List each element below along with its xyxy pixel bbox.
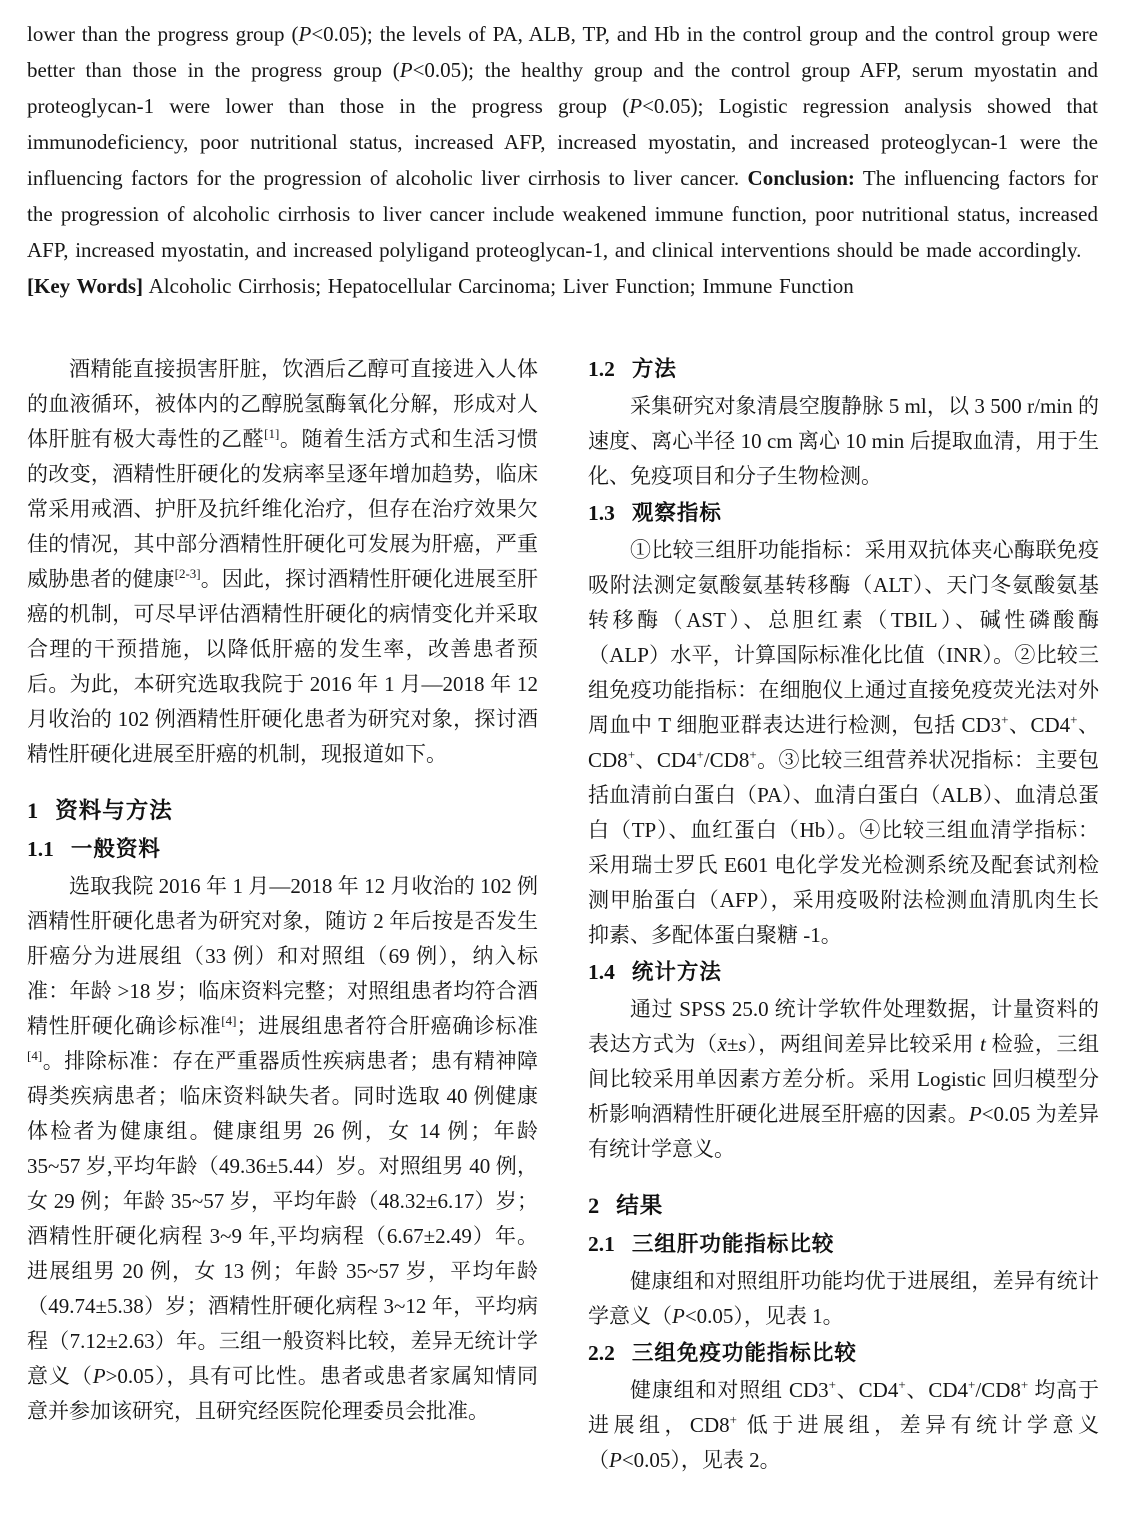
section-2-1-paragraph: 健康组和对照组肝功能均优于进展组，差异有统计学意义（P<0.05），见表 1。 — [588, 1269, 1099, 1328]
section-2-1-title: 三组肝功能指标比较 — [631, 1232, 835, 1256]
section-1-title: 资料与方法 — [55, 798, 173, 823]
section-2-2-heading — [588, 1336, 1099, 1371]
section-1-3-heading — [588, 496, 1099, 531]
column-right — [588, 352, 1099, 1478]
section-2-1-heading — [588, 1227, 1099, 1262]
section-1-4-title: 统计方法 — [631, 960, 722, 984]
section-1-2-heading — [588, 352, 1099, 387]
section-1-1-number: 1.1 — [27, 837, 54, 861]
section-1-4-heading — [588, 955, 1099, 990]
abstract-paragraph: lower than the progress group (P<0.05); the levels of PA, ALB, TP, and Hb in the control group and the control group were better than those in the progress group (P<0.05); the healthy group and the control group AFP, serum myostatin and proteoglycan-1 were lower than those in the progress group (P<0.05); Logistic regression analysis showed that immunodeficiency, poor nutritional status, increased AFP, increased myostatin, and increased proteoglycan-1 were the influencing factors for the progression of alcoholic liver cirrhosis to liver cancer. Conclusion: The influencing factors for the progression of alcoholic cirrhosis to liver cancer include weakened immune function, poor nutritional status, increased AFP, increased myostatin, and increased polyligand proteoglycan-1, and clinical interventions should be made accordingly. — [27, 22, 1099, 262]
section-1-4-number: 1.4 — [588, 960, 615, 984]
section-1-2-title: 方法 — [631, 357, 677, 381]
section-1-2-number: 1.2 — [588, 357, 615, 381]
section-1-3-paragraph: ①比较三组肝功能指标：采用双抗体夹心酶联免疫吸附法测定氨酸氨基转移酶（ALT）、天门冬氨酸氨基转移酶（AST）、总胆红素（TBIL）、碱性磷酸酶（ALP）水平，计算国际标准化比值（INR）。②比较三组免疫功能指标：在细胞仪上通过直接免疫荧光法对外周血中 T 细胞亚群表达进行检测，包括 CD3+、CD4+、CD8+、CD4+/CD8+。③比较三组营养状况指标：主要包括血清前白蛋白（PA）、血清白蛋白（ALB）、血清总蛋白（TP）、血红蛋白（Hb）。④比较三组血清学指标：采用瑞士罗氏 E601 电化学发光检测系统及配套试剂检测甲胎蛋白（AFP），采用疫吸附法检测血清肌肉生长抑素、多配体蛋白聚糖 -1。 — [588, 538, 1099, 947]
keywords-text: Alcoholic Cirrhosis; Hepatocellular Carcinoma; Liver Function; Immune Function — [143, 274, 854, 298]
section-1-number: 1 — [27, 798, 39, 823]
abstract-continuation — [27, 16, 1098, 304]
section-2-2-title: 三组免疫功能指标比较 — [631, 1341, 857, 1365]
section-2-2-paragraph: 健康组和对照组 CD3+、CD4+、CD4+/CD8+ 均高于进展组，CD8+ 低于进展组，差异有统计学意义（P<0.05），见表 2。 — [588, 1377, 1099, 1472]
column-left — [27, 352, 538, 1478]
intro-paragraph: 酒精能直接损害肝脏，饮酒后乙醇可直接进入人体的血液循环，被体内的乙醇脱氢酶氧化分解，形成对人体肝脏有极大毒性的乙醛[1]。随着生活方式和生活习惯的改变，酒精性肝硬化的发病率呈逐年增加趋势，临床常采用戒酒、护肝及抗纤维化治疗，但存在治疗效果欠佳的情况，其中部分酒精性肝硬化可发展为肝癌，严重威胁患者的健康[2-3]。因此，探讨酒精性肝硬化进展至肝癌的机制，可尽早评估酒精性肝硬化的病情变化并采取合理的干预措施，以降低肝癌的发生率，改善患者预后。为此，本研究选取我院于 2016 年 1 月—2018 年 12 月收治的 102 例酒精性肝硬化患者为研究对象，探讨酒精性肝硬化进展至肝癌的机制，现报道如下。 — [27, 357, 539, 766]
two-column-body — [27, 352, 1098, 1478]
section-1-1-paragraph: 选取我院 2016 年 1 月—2018 年 12 月收治的 102 例酒精性肝硬化患者为研究对象，随访 2 年后按是否发生肝癌分为进展组（33 例）和对照组（69 例），纳入标准：年龄 >18 岁；临床资料完整；对照组患者均符合酒精性肝硬化确诊标准[4]；进展组患者符合肝癌确诊标准[4]。排除标准：存在严重器质性疾病患者；患有精神障碍类疾病患者；临床资料缺失者。同时选取 40 例健康体检者为健康组。健康组男 26 例，女 14 例；年龄 35~57 岁,平均年龄（49.36±5.44）岁。对照组男 40 例，女 29 例；年龄 35~57 岁，平均年龄（48.32±6.17）岁；酒精性肝硬化病程 3~9 年,平均病程（6.67±2.49）年。进展组男 20 例，女 13 例；年龄 35~57 岁，平均年龄（49.74±5.38）岁；酒精性肝硬化病程 3~12 年，平均病程（7.12±2.63）年。三组一般资料比较，差异无统计学意义（P>0.05），具有可比性。患者或患者家属知情同意并参加该研究，且研究经医院伦理委员会批准。 — [27, 874, 539, 1423]
section-1-4-paragraph: 通过 SPSS 25.0 统计学软件处理数据，计量资料的表达方式为（x̄±s），两组间差异比较采用 t 检验，三组间比较采用单因素方差分析。采用 Logistic 回归模型分析影响酒精性肝硬化进展至肝癌的因素。P<0.05 为差异有统计学意义。 — [588, 997, 1100, 1161]
section-1-1-title: 一般资料 — [70, 837, 161, 861]
keywords-label: [Key Words] — [27, 274, 144, 298]
keywords-line — [27, 268, 1098, 304]
section-1-1-heading — [27, 832, 538, 867]
section-1-heading — [27, 792, 538, 830]
section-2-1-number: 2.1 — [588, 1232, 615, 1256]
section-2-title: 结果 — [616, 1193, 664, 1218]
section-1-3-number: 1.3 — [588, 501, 615, 525]
section-1-2-paragraph: 采集研究对象清晨空腹静脉 5 ml，以 3 500 r/min 的速度、离心半径 10 cm 离心 10 min 后提取血清，用于生化、免疫项目和分子生物检测。 — [588, 394, 1099, 488]
section-2-2-number: 2.2 — [588, 1341, 615, 1365]
section-1-3-title: 观察指标 — [631, 501, 722, 525]
section-2-number: 2 — [588, 1193, 600, 1218]
section-2-heading — [588, 1187, 1099, 1225]
